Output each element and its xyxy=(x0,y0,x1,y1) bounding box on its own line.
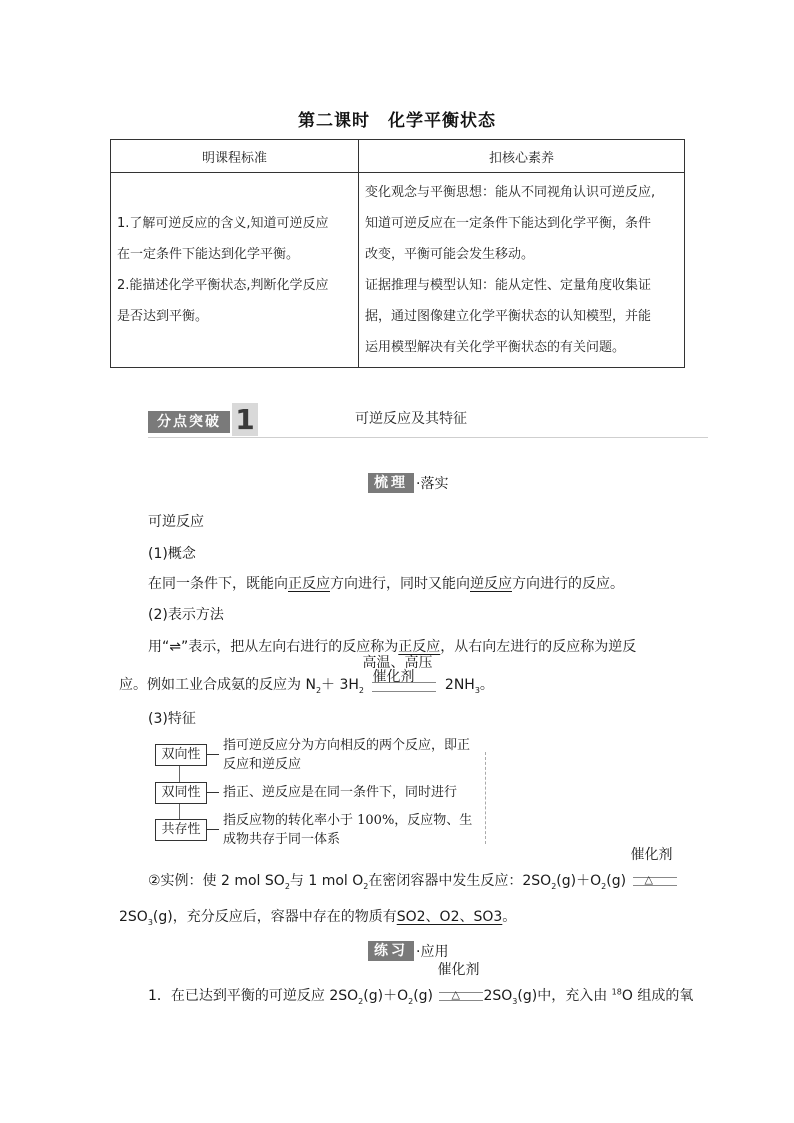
instance-line-1: ②实例：使 2 mol $SO_2$与 1 mol $O_2$在密闭容器中发生反应：$2SO_2(g)+O_2(g)$ 催化剂 △ xyxy=(148,870,677,891)
isotope-mass-number: 18 xyxy=(611,987,622,997)
feature-desc-bidirectional: 指可逆反应分为方向相反的两个反应，即正 反应和逆反应 xyxy=(223,738,471,772)
reversible-arrow-icon xyxy=(633,877,677,886)
answer-substances: SO2、O2、SO3 xyxy=(396,909,503,925)
section-badge-number: 1 xyxy=(230,403,258,436)
section-badge xyxy=(148,403,258,436)
literacy-line: 据，通过图像建立化学平衡状态的认知模型，并能 xyxy=(365,309,652,324)
feature-name-coexistence: 共存性 xyxy=(155,819,207,841)
representation-text: 用“⇌”表示，把从左向右进行的反应称为正反应，从右向左进行的反应称为逆反 xyxy=(148,639,637,655)
standard-line: 是否达到平衡。 xyxy=(117,309,209,324)
catalyst-above: 催化剂 xyxy=(630,847,673,863)
page-title xyxy=(0,106,794,131)
sort-tag-box: 梳理 xyxy=(368,473,414,493)
feature-dash xyxy=(207,754,219,755)
title-topic: 化学平衡状态 xyxy=(388,111,496,131)
feature-label: (3)特征 xyxy=(148,711,196,727)
practice-tag-text: ·应用 xyxy=(416,943,449,960)
practice-tag-box: 练习 xyxy=(368,941,414,961)
core-literacy-cell xyxy=(359,173,685,368)
heat-symbol: △ xyxy=(644,873,653,886)
reaction-condition xyxy=(362,655,440,692)
literacy-line: 变化观念与平衡思想：能从不同视角认识可逆反应, xyxy=(365,185,656,200)
heat-symbol: △ xyxy=(451,988,460,1001)
header-curriculum-standards: 明课程标准 xyxy=(111,140,359,173)
curriculum-standards-cell xyxy=(111,173,359,368)
answer-forward-reaction: 正反应 xyxy=(288,576,330,592)
feature-desc-same-condition: 指正、逆反应是在同一条件下，同时进行 xyxy=(223,785,458,800)
feature-dash xyxy=(207,792,219,793)
title-lesson: 第二课时 xyxy=(298,111,370,131)
question-1: 1．在已达到平衡的可逆反应 $2SO_2(g)+O_2(g)$ 催化剂 △ $2SO_3(g)$中，充入由 $^{18}$O 组成的氧 xyxy=(148,985,693,1006)
feature-name-bidirectional: 双向性 xyxy=(155,744,207,766)
header-core-literacy: 扣核心素养 xyxy=(359,140,685,173)
literacy-line: 运用模型解决有关化学平衡状态的有关问题。 xyxy=(365,340,626,355)
literacy-line: 证据推理与模型认知：能从定性、定量角度收集证 xyxy=(365,278,652,293)
literacy-line: 改变，平衡可能会发生移动。 xyxy=(365,247,535,262)
standard-line: 在一定条件下能达到化学平衡。 xyxy=(117,247,300,262)
instance-line-2: $2SO_3(g)$，充分反应后，容器中存在的物质有SO2、O2、SO3。 xyxy=(119,909,517,927)
standards-table xyxy=(110,139,685,368)
feature-desc-coexistence: 指反应物的转化率小于 100%，反应物、生 成物共存于同一体系 xyxy=(223,813,473,847)
literacy-line: 知道可逆反应在一定条件下能达到化学平衡，条件 xyxy=(365,216,652,231)
sort-tag xyxy=(368,472,448,492)
concept-text: 在同一条件下，既能向正反应方向进行，同时又能向逆反应方向进行的反应。 xyxy=(148,576,624,592)
section-badge-label: 分点突破 xyxy=(148,411,230,433)
condition-below: 催化剂 xyxy=(372,669,415,685)
content-heading: 可逆反应 xyxy=(148,514,204,530)
section-title: 可逆反应及其特征 xyxy=(355,411,467,427)
standard-line: 2.能描述化学平衡状态,判断化学反应 xyxy=(117,278,329,293)
catalyst-above: 催化剂 xyxy=(437,962,480,978)
reversible-arrow-symbol: ⇌ xyxy=(169,639,181,655)
bracket-line xyxy=(485,752,487,844)
condition-above: 高温、高压 xyxy=(362,655,433,671)
reversible-arrow-icon xyxy=(439,992,483,1001)
sort-tag-text: ·落实 xyxy=(416,475,449,492)
feature-diagram xyxy=(155,734,495,849)
feature-name-same-condition: 双同性 xyxy=(155,782,207,804)
catalyst-condition xyxy=(437,962,483,1003)
answer-reverse-reaction: 逆反应 xyxy=(470,576,512,592)
concept-label: (1)概念 xyxy=(148,546,196,562)
practice-tag xyxy=(368,940,448,960)
section-header xyxy=(148,403,708,438)
ammonia-example: 应。例如工业合成氨的反应为 $N_2+ 3H_2$ 高温、高压 催化剂 $2NH_3$。 xyxy=(119,674,494,695)
feature-dash xyxy=(207,829,219,830)
answer-forward-reaction-2: 正反应 xyxy=(398,639,441,655)
representation-label: (2)表示方法 xyxy=(148,607,224,623)
catalyst-condition xyxy=(630,847,677,888)
standard-line: 1.了解可逆反应的含义,知道可逆反应 xyxy=(117,216,329,231)
